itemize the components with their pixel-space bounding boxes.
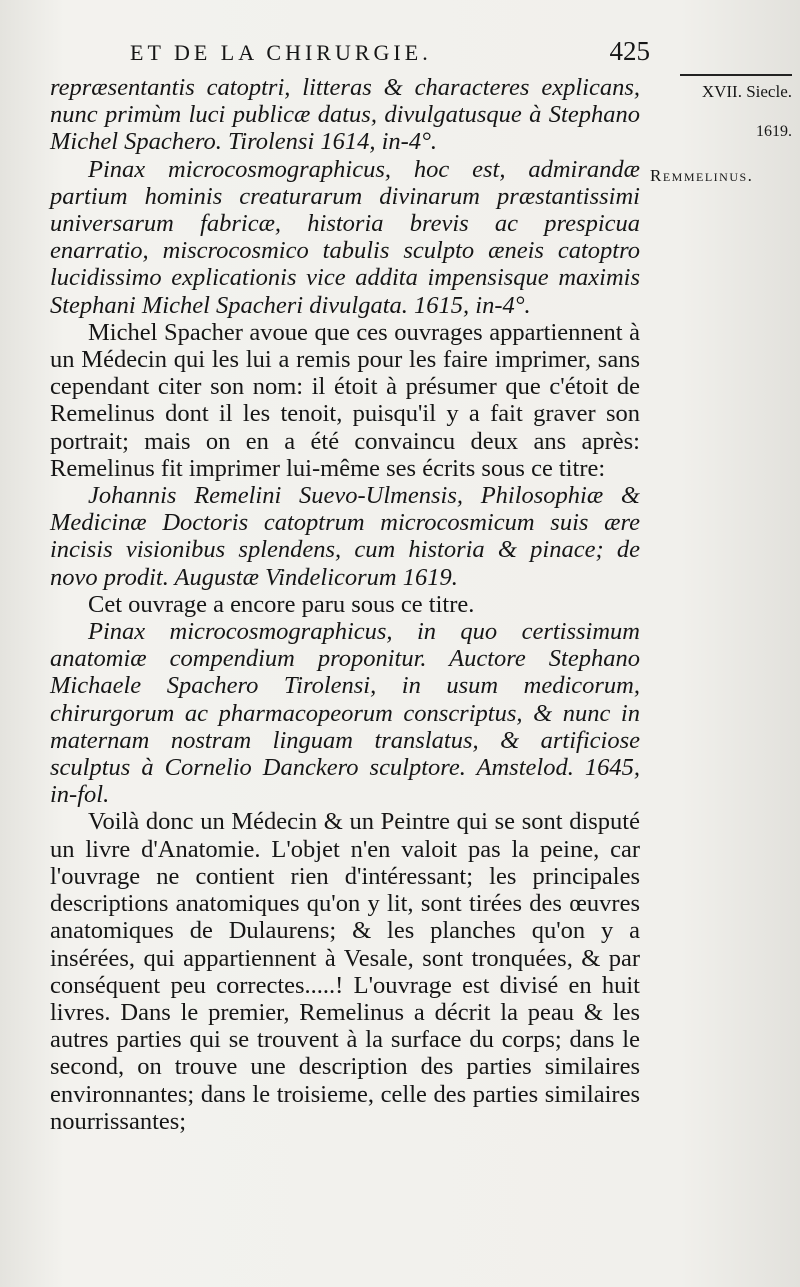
- margin-rule: [680, 74, 792, 76]
- running-head: ET DE LA CHIRURGIE.: [130, 40, 432, 65]
- margin-note-century: [642, 74, 792, 102]
- paragraph: Pinax microcosmographicus, hoc est, admirandæ partium hominis creaturarum divinarum præstantissimi universarum fabricæ, historia brevis ac prespicua enarratio, miscrocosmico tabulis sculpto æneis catoptro lucidissimo explicationis vice addita impensisque maximis Stephani Michel Spacheri divulgata. 1615, in-4°.: [50, 155, 640, 319]
- margin-note-name: Remmelinus.: [650, 166, 754, 185]
- paragraph: Johannis Remelini Suevo-Ulmensis, Philosophiæ & Medicinæ Doctoris catoptrum microcosmicum suis ære incisis visionibus splendens, cum historia & pinace; de novo prodit. Augustæ Vindelicorum 1619.: [50, 482, 640, 591]
- margin-note-year: 1619.: [756, 123, 792, 140]
- paragraph: Michel Spacher avoue que ces ouvrages appartiennent à un Médecin qui les lui a remis pour les faire imprimer, sans cependant citer son nom: il étoit à présumer que c'étoit de Remelinus dont il les tenoit, puisqu'il y a fait graver son portrait; mais on en a été convaincu deux ans après: Remelinus fit imprimer lui-même ses écrits sous ce titre:: [50, 318, 640, 482]
- paragraph: repræsentantis catoptri, litteras & characteres explicans, nunc primùm luci publicæ datus, divulgatusque à Stephano Michel Spachero. Tirolensi 1614, in-4°.: [50, 74, 640, 156]
- page-number: 425: [609, 36, 650, 66]
- body-text: [50, 74, 640, 1135]
- page-header: [130, 36, 650, 70]
- paragraph: Pinax microcosmographicus, in quo certissimum anatomiæ compendium proponitur. Auctore Stephano Michaele Spachero Tirolensi, in usum medicorum, chirurgorum ac pharmacopeorum conscriptus, & nunc in maternam nostram linguam translatus, & artificiose sculptus à Cornelio Danckero sculptore. Amstelod. 1645, in-fol.: [50, 618, 640, 809]
- paragraph: Voilà donc un Médecin & un Peintre qui se sont disputé un livre d'Anatomie. L'objet n'en valoit pas la peine, car l'ouvrage ne contient rien d'intéressant; les principales descriptions anatomiques qu'on y lit, sont tirées des œuvres anatomiques de Dulaurens; & les planches qu'on y a insérées, qui appartiennent à Vesale, sont tronquées, & par conséquent peu correctes.....! L'ouvrage est divisé en huit livres. Dans le premier, Remelinus a décrit la peau & les autres parties qui se trouvent à la surface du corps; dans le second, on trouve une description des parties similaires environnantes; dans le troisieme, celle des parties similaires nourrissantes;: [50, 808, 640, 1135]
- paragraph: Cet ouvrage a encore paru sous ce titre.: [88, 590, 475, 618]
- margin-century-text: XVII. Siecle.: [701, 82, 792, 101]
